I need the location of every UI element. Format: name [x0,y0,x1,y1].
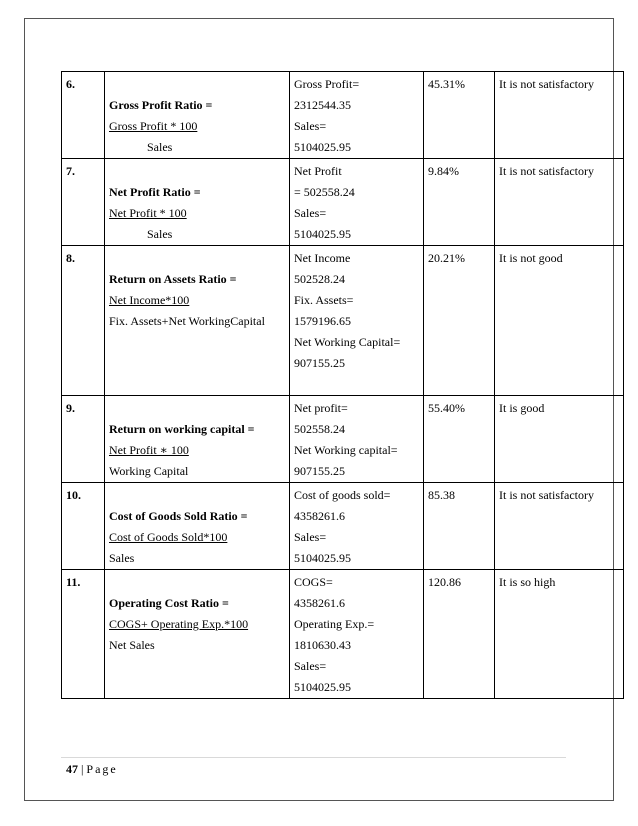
footer-separator: | [81,762,84,776]
data-line: 907155.25 [294,464,345,478]
ratio-remark: It is not satisfactory [495,159,624,246]
data-line: Sales= [294,206,327,220]
page-label: Page [86,762,118,776]
formula-denominator: Net Sales [109,638,155,652]
ratio-remark: It is not satisfactory [495,483,624,570]
data-line: 2312544.35 [294,98,351,112]
ratio-row [62,159,624,246]
data-line: Sales= [294,530,327,544]
data-line: Fix. Assets= [294,293,354,307]
data-line: 5104025.95 [294,551,351,565]
ratio-remark: It is not satisfactory [495,72,624,159]
formula-numerator: Cost of Goods Sold*100 [109,530,228,544]
data-line: 5104025.95 [294,227,351,241]
ratio-remark: It is so high [495,570,624,699]
ratio-title: Return on Assets Ratio = [109,272,237,286]
formula-numerator: Net Income*100 [109,293,190,307]
ratio-number: 9. [62,396,105,483]
ratio-formula [105,396,290,483]
data-line: Net Working capital= [294,443,398,457]
data-line: 1579196.65 [294,314,351,328]
data-line: Net Working Capital= [294,335,401,349]
ratio-formula [105,72,290,159]
ratio-remark: It is not good [495,246,624,396]
formula-denominator: Sales [147,227,173,241]
data-line: Cost of goods sold= [294,488,391,502]
ratio-row [62,483,624,570]
ratio-number: 7. [62,159,105,246]
ratio-data [290,72,424,159]
ratio-data [290,570,424,699]
formula-numerator: Gross Profit * 100 [109,119,198,133]
ratio-value: 45.31% [424,72,495,159]
data-line: 502558.24 [294,422,345,436]
data-line: 907155.25 [294,356,345,370]
ratio-value: 20.21% [424,246,495,396]
footer-divider [61,757,566,758]
ratio-value: 55.40% [424,396,495,483]
ratio-number: 8. [62,246,105,396]
ratio-data [290,159,424,246]
ratio-formula [105,159,290,246]
formula-denominator: Sales [109,551,135,565]
ratio-number: 6. [62,72,105,159]
ratio-row [62,246,624,396]
data-line: 4358261.6 [294,509,345,523]
data-line: 4358261.6 [294,596,345,610]
page-footer [66,762,118,777]
ratio-formula [105,570,290,699]
ratio-data [290,483,424,570]
data-line: COGS= [294,575,333,589]
formula-numerator: COGS+ Operating Exp.*100 [109,617,249,631]
ratio-title: Gross Profit Ratio = [109,98,213,112]
ratio-value: 85.38 [424,483,495,570]
ratio-number: 11. [62,570,105,699]
formula-denominator: Fix. Assets+Net WorkingCapital [109,314,265,328]
page-number: 47 [66,762,78,776]
data-line: Net Profit [294,164,342,178]
formula-numerator: Net Profit ∗ 100 [109,443,189,457]
data-line: Net profit= [294,401,348,415]
data-line: 1810630.43 [294,638,351,652]
ratio-value: 120.86 [424,570,495,699]
data-line: Sales= [294,119,327,133]
data-line: Operating Exp.= [294,617,375,631]
formula-denominator: Sales [147,140,173,154]
data-line: Sales= [294,659,327,673]
ratio-formula [105,246,290,396]
ratio-data [290,396,424,483]
ratio-row [62,570,624,699]
data-line: Gross Profit= [294,77,360,91]
ratio-value: 9.84% [424,159,495,246]
formula-numerator: Net Profit * 100 [109,206,187,220]
data-line: 5104025.95 [294,680,351,694]
ratio-title: Return on working capital = [109,422,255,436]
data-line: 502528.24 [294,272,345,286]
ratio-remark: It is good [495,396,624,483]
ratio-title: Operating Cost Ratio = [109,596,229,610]
data-line: = 502558.24 [294,185,355,199]
data-line: Net Income [294,251,351,265]
ratio-formula [105,483,290,570]
formula-denominator: Working Capital [109,464,189,478]
ratio-row [62,396,624,483]
ratio-number: 10. [62,483,105,570]
ratio-title: Net Profit Ratio = [109,185,201,199]
data-line: 5104025.95 [294,140,351,154]
ratio-title: Cost of Goods Sold Ratio = [109,509,248,523]
ratio-table [61,71,624,699]
ratio-data [290,246,424,396]
ratio-row [62,72,624,159]
